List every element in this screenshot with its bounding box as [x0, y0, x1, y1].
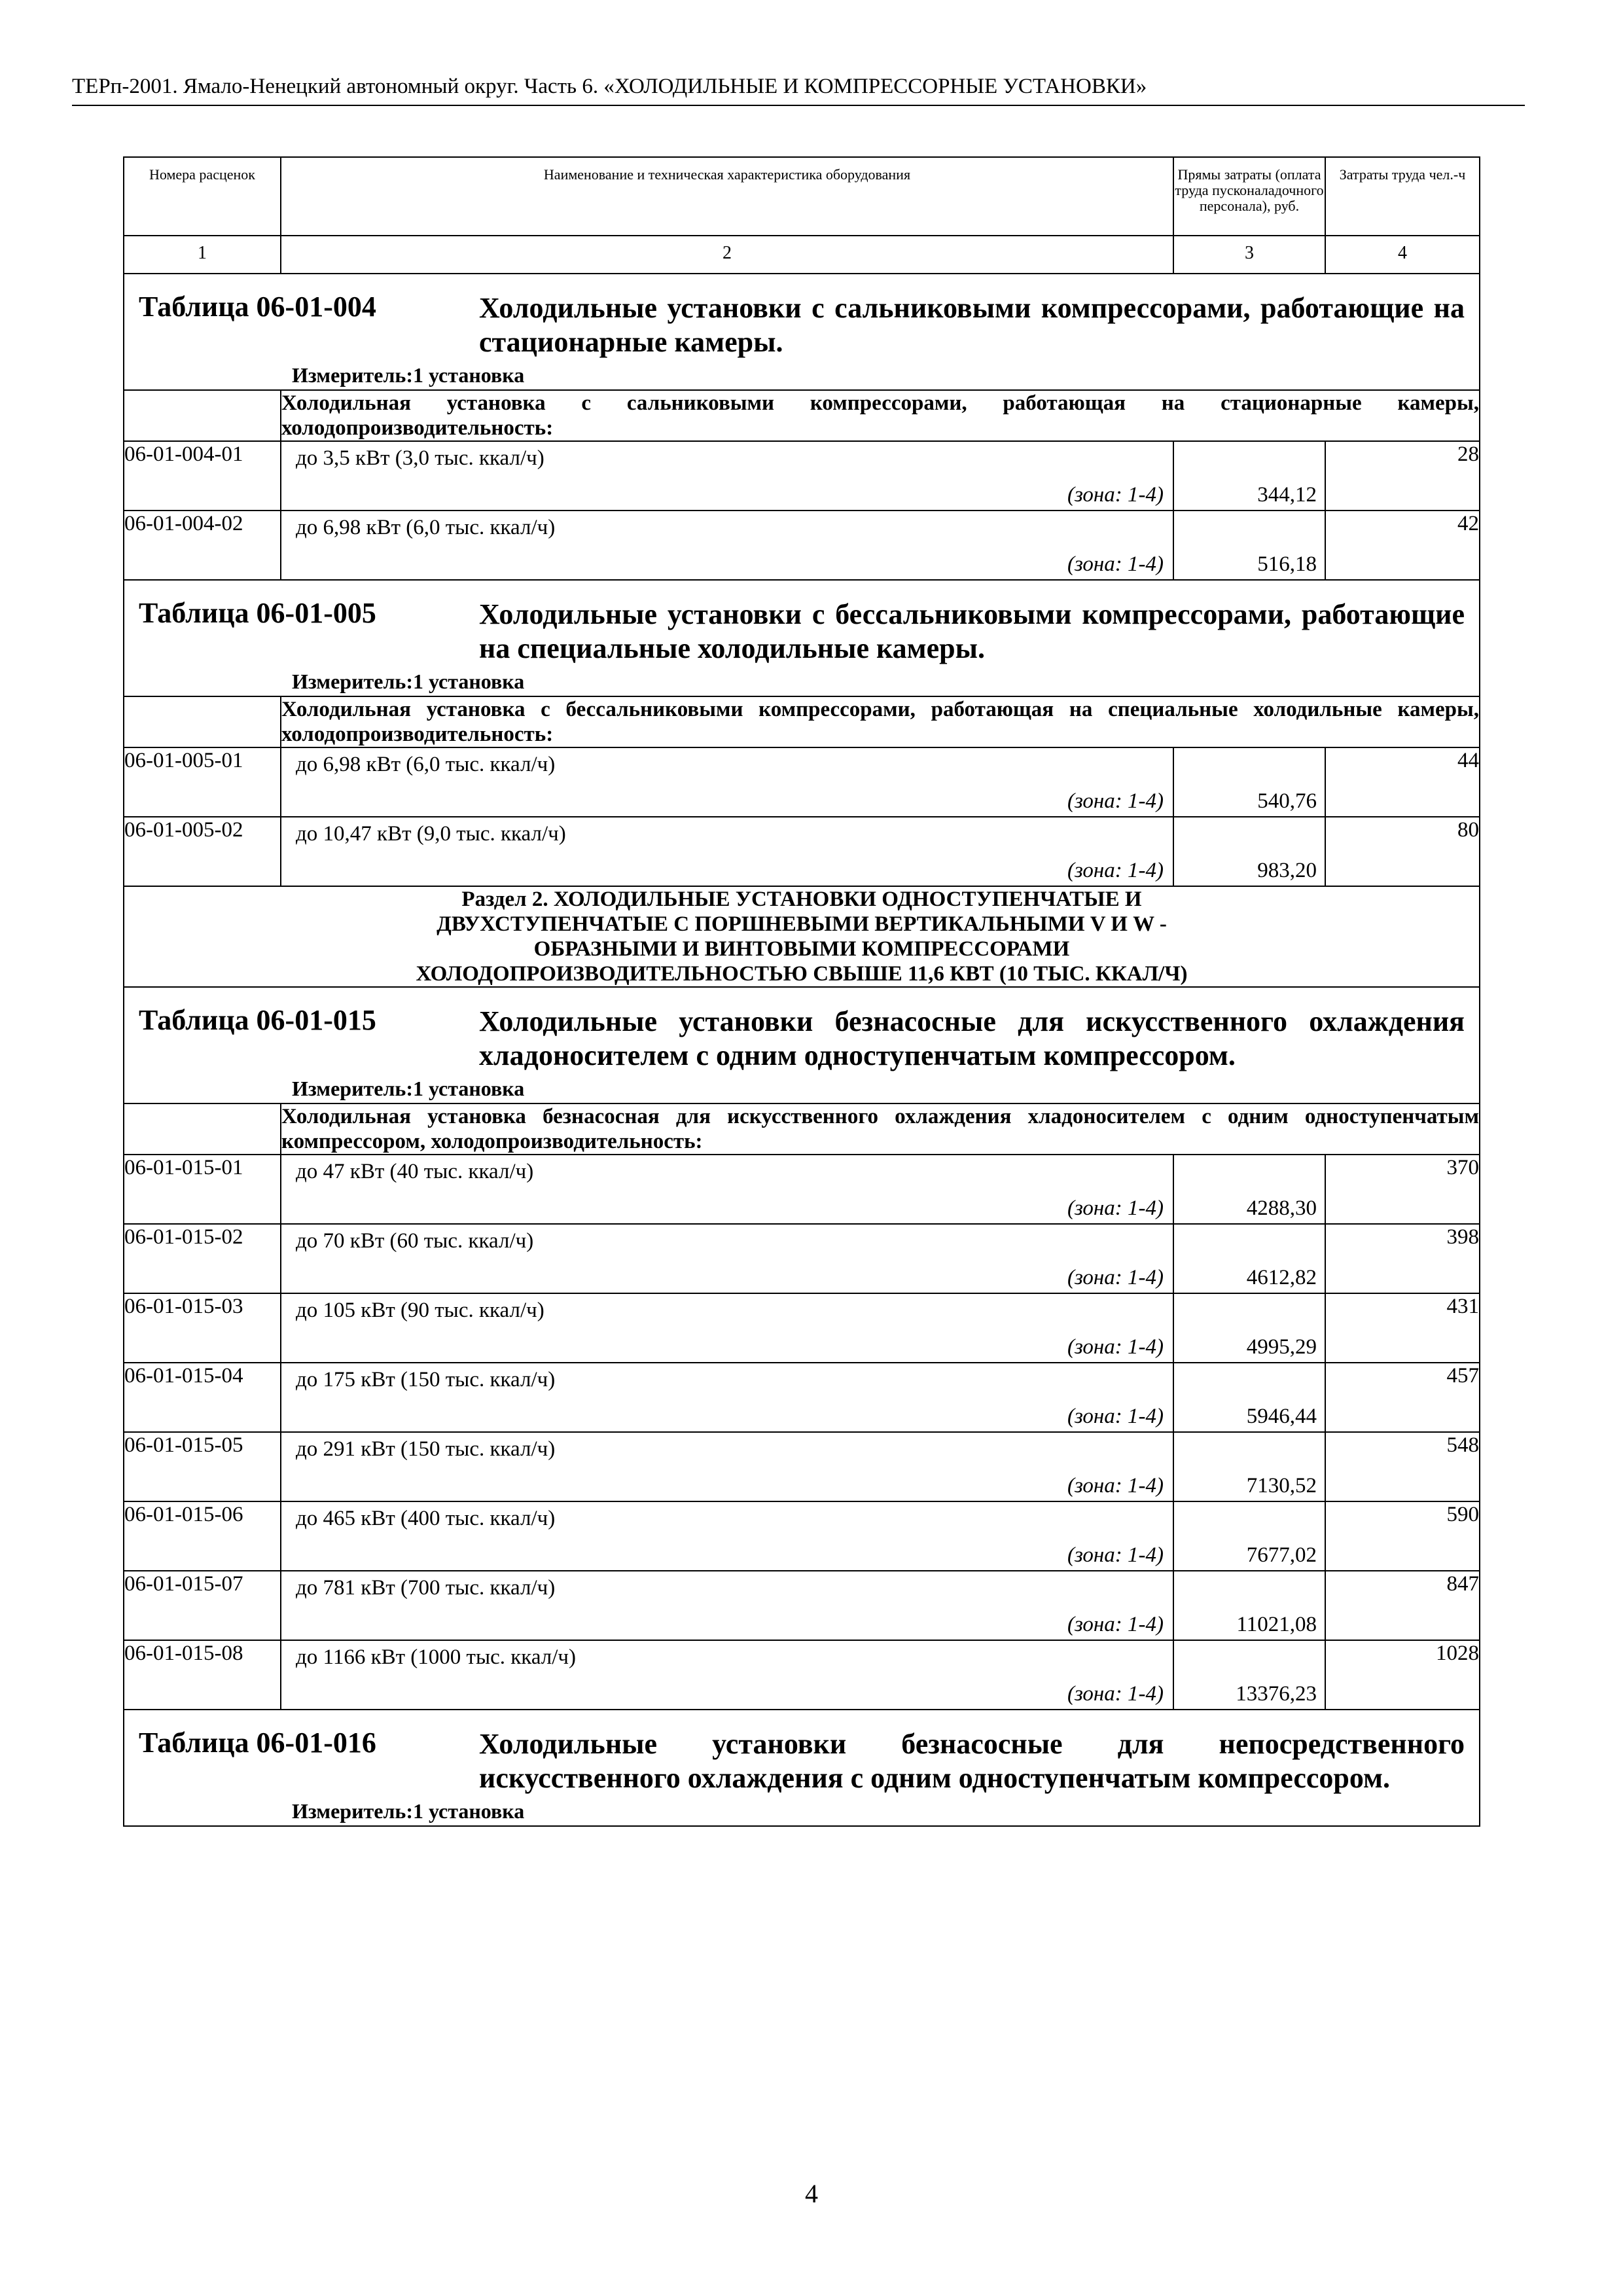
rate-name: до 6,98 кВт (6,0 тыс. ккал/ч) — [296, 753, 556, 776]
table-row — [124, 441, 1480, 511]
table-title: Холодильные установки с бессальниковыми компрессорами, работающие на специальные холодильные камеры. — [479, 598, 1465, 664]
table-heading-row — [124, 274, 1480, 390]
rate-price-cell — [1173, 1224, 1325, 1293]
table-heading — [124, 581, 1479, 666]
column-number: 4 — [1325, 236, 1480, 274]
rate-description-cell — [281, 1640, 1173, 1710]
rate-code: 06-01-015-06 — [124, 1501, 281, 1571]
column-header-labor: Затраты труда чел.-ч — [1325, 157, 1480, 236]
group-description: Холодильная установка с сальниковыми компрессорами, работающая на стационарные камеры, холодопроизводительность: — [281, 391, 1479, 440]
rate-price: 983,20 — [1257, 859, 1317, 882]
section-heading-line: ОБРАЗНЫМИ И ВИНТОВЫМИ КОМПРЕССОРАМИ — [533, 937, 1070, 961]
rate-code: 06-01-015-04 — [124, 1363, 281, 1432]
table-number: Таблица 06-01-005 — [139, 597, 376, 629]
measure-unit: Измеритель:1 установка — [292, 670, 525, 693]
rate-labor: 548 — [1325, 1432, 1480, 1501]
measure-unit: Измеритель:1 установка — [292, 1799, 525, 1823]
table-heading — [124, 988, 1479, 1073]
rate-name: до 105 кВт (90 тыс. ккал/ч) — [296, 1299, 544, 1322]
rate-zone: (зона: 1-4) — [1067, 1543, 1164, 1567]
rate-labor: 431 — [1325, 1293, 1480, 1363]
column-header-codes: Номера расценок — [124, 157, 281, 236]
rate-price-cell — [1173, 1571, 1325, 1640]
rate-price: 540,76 — [1257, 789, 1317, 813]
rate-price-cell — [1173, 1640, 1325, 1710]
table-title: Холодильные установки безнасосные для искусственного охлаждения хладоносителем с одним одноступенчатым компрессором. — [479, 1005, 1465, 1071]
rate-code: 06-01-015-05 — [124, 1432, 281, 1501]
rate-description-cell — [281, 511, 1173, 580]
rate-code: 06-01-015-02 — [124, 1224, 281, 1293]
rate-labor: 80 — [1325, 817, 1480, 886]
rate-code: 06-01-004-01 — [124, 441, 281, 511]
rate-price: 4288,30 — [1246, 1196, 1317, 1220]
table-number: Таблица 06-01-015 — [139, 1004, 376, 1036]
table-heading-row — [124, 1710, 1480, 1826]
rate-description-cell — [281, 747, 1173, 817]
rate-price: 5946,44 — [1246, 1405, 1317, 1428]
rate-name: до 1166 кВт (1000 тыс. ккал/ч) — [296, 1645, 576, 1669]
rate-price: 344,12 — [1257, 483, 1317, 507]
section-heading-line: Раздел 2. ХОЛОДИЛЬНЫЕ УСТАНОВКИ ОДНОСТУПЕНЧАТЫЕ И — [461, 888, 1142, 911]
rate-name: до 6,98 кВт (6,0 тыс. ккал/ч) — [296, 516, 556, 539]
table-row — [124, 1501, 1480, 1571]
rate-description-cell — [281, 817, 1173, 886]
group-row — [124, 390, 1480, 441]
section-heading — [124, 886, 1480, 987]
rate-price-cell — [1173, 441, 1325, 511]
rate-description-cell — [281, 1501, 1173, 1571]
rate-price-cell — [1173, 747, 1325, 817]
measure-unit: Измеритель:1 установка — [292, 363, 525, 387]
table-row — [124, 1293, 1480, 1363]
rate-zone: (зона: 1-4) — [1067, 789, 1164, 813]
table-heading-cell — [124, 1710, 1480, 1826]
rate-labor: 28 — [1325, 441, 1480, 511]
group-empty-cell — [124, 390, 281, 441]
rate-labor: 1028 — [1325, 1640, 1480, 1710]
table-number: Таблица 06-01-016 — [139, 1727, 376, 1759]
rate-zone: (зона: 1-4) — [1067, 1266, 1164, 1289]
rate-name: до 465 кВт (400 тыс. ккал/ч) — [296, 1507, 556, 1530]
rate-price: 13376,23 — [1236, 1682, 1317, 1706]
rate-description-cell — [281, 1293, 1173, 1363]
rate-description-cell — [281, 1432, 1173, 1501]
group-row — [124, 1103, 1480, 1155]
rate-price: 7677,02 — [1246, 1543, 1317, 1567]
rates-table — [123, 156, 1480, 1827]
table-row — [124, 511, 1480, 580]
rate-name: до 3,5 кВт (3,0 тыс. ккал/ч) — [296, 446, 544, 470]
rate-labor: 457 — [1325, 1363, 1480, 1432]
column-number: 2 — [281, 236, 1173, 274]
rate-name: до 175 кВт (150 тыс. ккал/ч) — [296, 1368, 556, 1391]
rate-price: 7130,52 — [1246, 1474, 1317, 1498]
rate-name: до 70 кВт (60 тыс. ккал/ч) — [296, 1229, 534, 1253]
rate-description-cell — [281, 1224, 1173, 1293]
column-number-row — [124, 236, 1480, 274]
section-row — [124, 886, 1480, 987]
measure-unit: Измеритель:1 установка — [292, 1077, 525, 1100]
page-number: 4 — [805, 2179, 818, 2208]
rate-code: 06-01-015-01 — [124, 1155, 281, 1224]
table-heading — [124, 1710, 1479, 1795]
rate-zone: (зона: 1-4) — [1067, 1682, 1164, 1706]
rate-description-cell — [281, 1571, 1173, 1640]
rate-description-cell — [281, 1155, 1173, 1224]
rate-labor: 847 — [1325, 1571, 1480, 1640]
column-header-description: Наименование и техническая характеристика оборудования — [281, 157, 1173, 236]
table-heading-row — [124, 580, 1480, 696]
rate-price-cell — [1173, 1501, 1325, 1571]
column-header-direct-costs: Прямы затраты (оплата труда пусконаладочного персонала), руб. — [1173, 157, 1325, 236]
rate-code: 06-01-015-03 — [124, 1293, 281, 1363]
rate-labor: 44 — [1325, 747, 1480, 817]
rate-labor: 370 — [1325, 1155, 1480, 1224]
rate-labor: 590 — [1325, 1501, 1480, 1571]
rate-name: до 781 кВт (700 тыс. ккал/ч) — [296, 1576, 556, 1600]
rate-price-cell — [1173, 511, 1325, 580]
table-row — [124, 1155, 1480, 1224]
table-heading-cell — [124, 987, 1480, 1103]
column-header-row — [124, 157, 1480, 236]
rate-labor: 42 — [1325, 511, 1480, 580]
rate-price-cell — [1173, 1155, 1325, 1224]
rate-code: 06-01-015-08 — [124, 1640, 281, 1710]
rate-code: 06-01-004-02 — [124, 511, 281, 580]
table-number: Таблица 06-01-004 — [139, 291, 376, 323]
rate-price-cell — [1173, 1293, 1325, 1363]
table-title: Холодильные установки с сальниковыми компрессорами, работающие на стационарные камеры. — [479, 292, 1465, 358]
table-title: Холодильные установки безнасосные для непосредственного искусственного охлаждения с одним одноступенчатым компрессором. — [479, 1728, 1465, 1794]
rate-labor: 398 — [1325, 1224, 1480, 1293]
group-empty-cell — [124, 696, 281, 747]
table-heading — [124, 274, 1479, 359]
rate-price: 4612,82 — [1246, 1266, 1317, 1289]
rate-name: до 10,47 кВт (9,0 тыс. ккал/ч) — [296, 822, 566, 846]
rate-zone: (зона: 1-4) — [1067, 1613, 1164, 1636]
group-description: Холодильная установка с бессальниковыми компрессорами, работающая на специальные холодильные камеры, холодопроизводительность: — [281, 698, 1479, 746]
table-heading-cell — [124, 580, 1480, 696]
rate-price: 516,18 — [1257, 552, 1317, 576]
section-heading-line: ХОЛОДОПРОИЗВОДИТЕЛЬНОСТЬЮ СВЫШЕ 11,6 КВТ (10 ТЫС. ККАЛ/Ч) — [416, 962, 1188, 986]
rate-zone: (зона: 1-4) — [1067, 483, 1164, 507]
table-heading-cell — [124, 274, 1480, 390]
rate-price: 4995,29 — [1246, 1335, 1317, 1359]
table-row — [124, 1571, 1480, 1640]
rate-code: 06-01-015-07 — [124, 1571, 281, 1640]
rate-name: до 291 кВт (150 тыс. ккал/ч) — [296, 1437, 556, 1461]
table-row — [124, 817, 1480, 886]
table-row — [124, 1363, 1480, 1432]
rate-zone: (зона: 1-4) — [1067, 1474, 1164, 1498]
group-row — [124, 696, 1480, 747]
rate-price-cell — [1173, 1363, 1325, 1432]
rate-code: 06-01-005-02 — [124, 817, 281, 886]
group-description: Холодильная установка безнасосная для искусственного охлаждения хладоносителем с одним одноступенчатым компрессором, холодопроизводительность: — [281, 1105, 1479, 1153]
rate-zone: (зона: 1-4) — [1067, 1196, 1164, 1220]
column-number: 3 — [1173, 236, 1325, 274]
rate-zone: (зона: 1-4) — [1067, 552, 1164, 576]
table-row — [124, 1224, 1480, 1293]
table-row — [124, 1432, 1480, 1501]
rate-zone: (зона: 1-4) — [1067, 1405, 1164, 1428]
rate-zone: (зона: 1-4) — [1067, 1335, 1164, 1359]
running-header: ТЕРп-2001. Ямало-Ненецкий автономный округ. Часть 6. «ХОЛОДИЛЬНЫЕ И КОМПРЕССОРНЫЕ УСТАНОВКИ» — [72, 73, 1525, 106]
rate-price-cell — [1173, 817, 1325, 886]
table-row — [124, 1640, 1480, 1710]
rate-code: 06-01-005-01 — [124, 747, 281, 817]
table-row — [124, 747, 1480, 817]
rate-description-cell — [281, 441, 1173, 511]
table-heading-row — [124, 987, 1480, 1103]
rate-name: до 47 кВт (40 тыс. ккал/ч) — [296, 1160, 534, 1183]
section-heading-line: ДВУХСТУПЕНЧАТЫЕ С ПОРШНЕВЫМИ ВЕРТИКАЛЬНЫМИ V И W - — [437, 912, 1167, 936]
rate-description-cell — [281, 1363, 1173, 1432]
rate-zone: (зона: 1-4) — [1067, 859, 1164, 882]
rate-price: 11021,08 — [1236, 1613, 1317, 1636]
rate-price-cell — [1173, 1432, 1325, 1501]
column-number: 1 — [124, 236, 281, 274]
group-empty-cell — [124, 1103, 281, 1155]
